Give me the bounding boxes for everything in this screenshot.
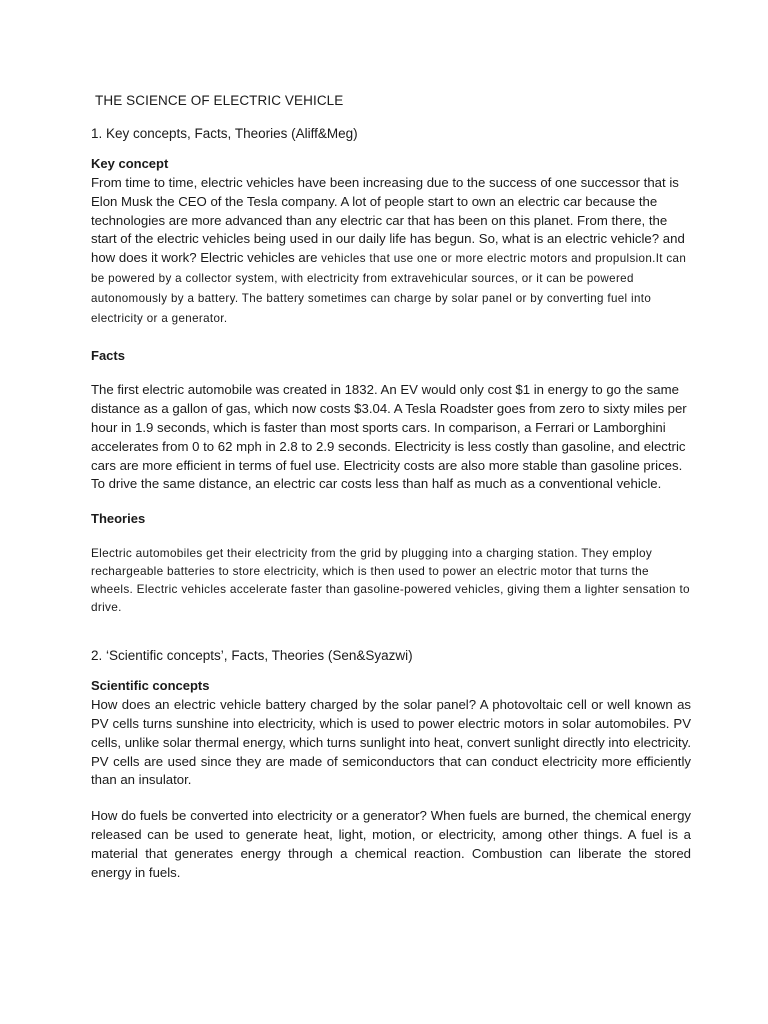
document-title: THE SCIENCE OF ELECTRIC VEHICLE (95, 93, 344, 108)
scientific-concepts-paragraph-1: How does an electric vehicle battery charged by the solar panel? A photovoltaic cell or well known as PV cells turns sunshine into electricity, which is used to power electric motors in solar automobiles. PV cells, unlike solar thermal energy, which turns sunlight into heat, convert sunlight directly into electricity. PV cells are used since they are made of semiconductors that can conduct electricity more efficiently than an insulator. (91, 697, 691, 788)
theories-paragraph: Electric automobiles get their electricity from the grid by plugging into a charging station. They employ rechargeable batteries to store electricity, which is then used to power an electric motor that turns the wheels. Electric vehicles accelerate faster than gasoline-powered vehicles, giving them a lighter sensation to drive. (91, 546, 690, 615)
theories-heading: Theories (91, 511, 146, 527)
facts-heading: Facts (91, 348, 125, 364)
scientific-concepts-heading: Scientific concepts (91, 678, 210, 694)
facts-paragraph: The first electric automobile was created in 1832. An EV would only cost $1 in energy to go the same distance as a gallon of gas, which now costs $3.04. A Tesla Roadster goes from zero to sixty miles per hour in 1.9 seconds, which is faster than most sports cars. In comparison, a Ferrari or Lamborghini accelerates from 0 to 62 mph in 2.8 to 2.9 seconds. Electricity is less costly than gasoline, and electric cars are more efficient in terms of fuel use. Electricity costs are also more stable than gasoline prices. To drive the same distance, an electric car costs less than half as much as a conventional vehicle. (91, 382, 687, 492)
key-concept-paragraph (91, 174, 691, 328)
key-concept-text: From time to time, electric vehicles have been increasing due to the success of one successor that is Elon Musk the CEO of the Tesla company. A lot of people start to own an electric car because the technologies are more advanced than any electric car that has been on this planet. From there, the start of the electric vehicles being used in our daily life has begun. So, what is an electric vehicle? and how does it work? Electric vehicles are (91, 175, 685, 266)
section-2-heading: 2. ‘Scientific concepts’, Facts, Theories (Sen&Syazwi) (91, 648, 413, 664)
document-page (91, 93, 691, 882)
key-concept-heading: Key concept (91, 156, 169, 171)
key-concept-text-small: vehicles that use one or more electric motors and propulsion.It can be powered by a collector system, with electricity from extravehicular sources, or it can be powered autonomously by a battery. The battery sometimes can charge by solar panel or by converting fuel into electricity or a generator. (91, 252, 687, 325)
section-1-heading: 1. Key concepts, Facts, Theories (Aliff&Meg) (91, 126, 358, 141)
scientific-concepts-paragraph-2: How do fuels be converted into electricity or a generator? When fuels are burned, the chemical energy released can be used to generate heat, light, motion, or electricity, among other things. A fuel is a material that generates energy through a chemical reaction. Combustion can liberate the stored energy in fuels. (91, 808, 691, 880)
